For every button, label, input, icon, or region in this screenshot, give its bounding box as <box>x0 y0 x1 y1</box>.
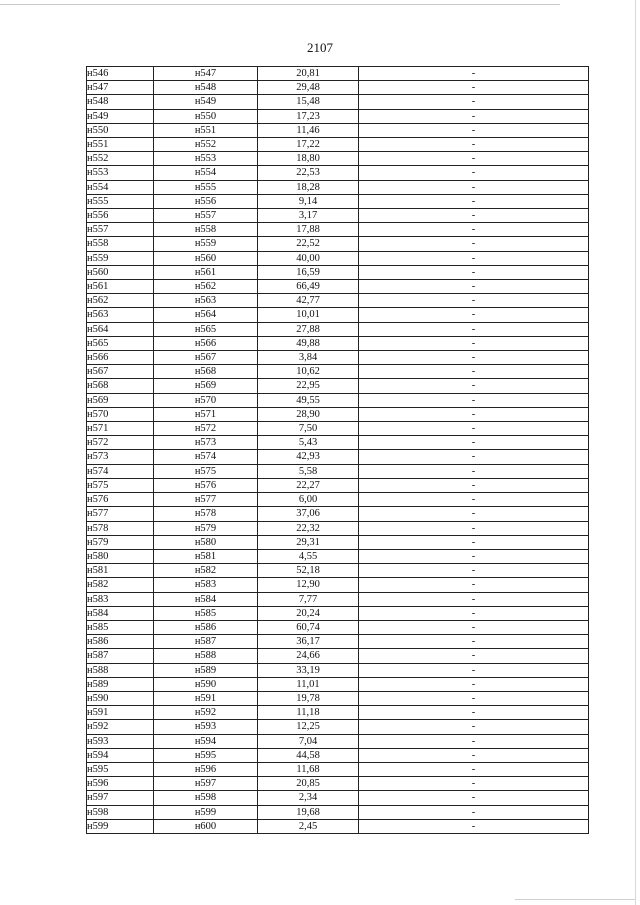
from-point-cell: н585 <box>87 620 154 634</box>
distance-cell: 16,59 <box>258 265 359 279</box>
table-row <box>87 762 589 776</box>
from-point-cell: н554 <box>87 180 154 194</box>
note-cell: - <box>359 649 589 663</box>
table-row <box>87 620 589 634</box>
distance-cell: 49,88 <box>258 336 359 350</box>
note-cell: - <box>359 464 589 478</box>
from-point-cell: н568 <box>87 379 154 393</box>
page-number: 2107 <box>307 40 333 55</box>
table-row <box>87 237 589 251</box>
table-row <box>87 663 589 677</box>
distance-cell: 7,04 <box>258 734 359 748</box>
from-point-cell: н552 <box>87 152 154 166</box>
table-row <box>87 436 589 450</box>
from-point-cell: н565 <box>87 336 154 350</box>
from-point-cell: н549 <box>87 109 154 123</box>
distance-cell: 33,19 <box>258 663 359 677</box>
distance-cell: 66,49 <box>258 280 359 294</box>
distance-cell: 17,23 <box>258 109 359 123</box>
table-body <box>87 67 589 834</box>
from-point-cell: н592 <box>87 720 154 734</box>
from-point-cell: н597 <box>87 791 154 805</box>
distance-cell: 36,17 <box>258 635 359 649</box>
from-point-cell: н563 <box>87 308 154 322</box>
table-row <box>87 777 589 791</box>
to-point-cell: н555 <box>154 180 258 194</box>
table-row <box>87 691 589 705</box>
note-cell: - <box>359 791 589 805</box>
to-point-cell: н581 <box>154 549 258 563</box>
to-point-cell: н591 <box>154 691 258 705</box>
to-point-cell: н550 <box>154 109 258 123</box>
note-cell: - <box>359 166 589 180</box>
note-cell: - <box>359 819 589 833</box>
note-cell: - <box>359 280 589 294</box>
table-row <box>87 351 589 365</box>
note-cell: - <box>359 748 589 762</box>
to-point-cell: н558 <box>154 223 258 237</box>
distance-cell: 6,00 <box>258 493 359 507</box>
to-point-cell: н579 <box>154 521 258 535</box>
from-point-cell: н556 <box>87 209 154 223</box>
note-cell: - <box>359 592 589 606</box>
distance-cell: 11,46 <box>258 123 359 137</box>
note-cell: - <box>359 322 589 336</box>
from-point-cell: н581 <box>87 564 154 578</box>
to-point-cell: н567 <box>154 351 258 365</box>
table-row <box>87 308 589 322</box>
to-point-cell: н556 <box>154 194 258 208</box>
to-point-cell: н551 <box>154 123 258 137</box>
note-cell: - <box>359 436 589 450</box>
to-point-cell: н566 <box>154 336 258 350</box>
from-point-cell: н553 <box>87 166 154 180</box>
from-point-cell: н558 <box>87 237 154 251</box>
distance-cell: 18,28 <box>258 180 359 194</box>
note-cell: - <box>359 180 589 194</box>
table-row <box>87 422 589 436</box>
table-row <box>87 578 589 592</box>
from-point-cell: н598 <box>87 805 154 819</box>
note-cell: - <box>359 535 589 549</box>
note-cell: - <box>359 109 589 123</box>
to-point-cell: н590 <box>154 677 258 691</box>
table-row <box>87 251 589 265</box>
note-cell: - <box>359 691 589 705</box>
note-cell: - <box>359 620 589 634</box>
distance-cell: 18,80 <box>258 152 359 166</box>
distance-cell: 5,58 <box>258 464 359 478</box>
note-cell: - <box>359 294 589 308</box>
note-cell: - <box>359 393 589 407</box>
note-cell: - <box>359 677 589 691</box>
distance-cell: 37,06 <box>258 507 359 521</box>
from-point-cell: н593 <box>87 734 154 748</box>
from-point-cell: н564 <box>87 322 154 336</box>
scan-edge-top <box>0 4 560 5</box>
table-row <box>87 478 589 492</box>
to-point-cell: н548 <box>154 81 258 95</box>
from-point-cell: н574 <box>87 464 154 478</box>
table-row <box>87 677 589 691</box>
distance-cell: 52,18 <box>258 564 359 578</box>
to-point-cell: н565 <box>154 322 258 336</box>
note-cell: - <box>359 138 589 152</box>
to-point-cell: н585 <box>154 606 258 620</box>
distance-cell: 11,68 <box>258 762 359 776</box>
to-point-cell: н552 <box>154 138 258 152</box>
table-row <box>87 223 589 237</box>
table-row <box>87 180 589 194</box>
to-point-cell: н588 <box>154 649 258 663</box>
to-point-cell: н597 <box>154 777 258 791</box>
to-point-cell: н576 <box>154 478 258 492</box>
table-row <box>87 549 589 563</box>
to-point-cell: н594 <box>154 734 258 748</box>
to-point-cell: н549 <box>154 95 258 109</box>
distance-cell: 11,18 <box>258 706 359 720</box>
table-row <box>87 649 589 663</box>
to-point-cell: н571 <box>154 407 258 421</box>
table-row <box>87 734 589 748</box>
from-point-cell: н596 <box>87 777 154 791</box>
note-cell: - <box>359 194 589 208</box>
distance-cell: 2,34 <box>258 791 359 805</box>
to-point-cell: н593 <box>154 720 258 734</box>
note-cell: - <box>359 706 589 720</box>
from-point-cell: н551 <box>87 138 154 152</box>
distance-cell: 42,77 <box>258 294 359 308</box>
table-row <box>87 336 589 350</box>
from-point-cell: н572 <box>87 436 154 450</box>
note-cell: - <box>359 606 589 620</box>
distance-cell: 60,74 <box>258 620 359 634</box>
table-row <box>87 123 589 137</box>
to-point-cell: н564 <box>154 308 258 322</box>
from-point-cell: н560 <box>87 265 154 279</box>
note-cell: - <box>359 351 589 365</box>
from-point-cell: н588 <box>87 663 154 677</box>
from-point-cell: н589 <box>87 677 154 691</box>
from-point-cell: н582 <box>87 578 154 592</box>
table-row <box>87 805 589 819</box>
to-point-cell: н575 <box>154 464 258 478</box>
from-point-cell: н548 <box>87 95 154 109</box>
from-point-cell: н584 <box>87 606 154 620</box>
from-point-cell: н573 <box>87 450 154 464</box>
distance-cell: 7,77 <box>258 592 359 606</box>
note-cell: - <box>359 209 589 223</box>
to-point-cell: н596 <box>154 762 258 776</box>
distance-cell: 22,52 <box>258 237 359 251</box>
note-cell: - <box>359 407 589 421</box>
note-cell: - <box>359 663 589 677</box>
distance-cell: 12,25 <box>258 720 359 734</box>
distance-cell: 44,58 <box>258 748 359 762</box>
note-cell: - <box>359 493 589 507</box>
from-point-cell: н594 <box>87 748 154 762</box>
to-point-cell: н598 <box>154 791 258 805</box>
distance-cell: 3,84 <box>258 351 359 365</box>
table-row <box>87 464 589 478</box>
from-point-cell: н580 <box>87 549 154 563</box>
to-point-cell: н570 <box>154 393 258 407</box>
to-point-cell: н572 <box>154 422 258 436</box>
note-cell: - <box>359 777 589 791</box>
table-row <box>87 748 589 762</box>
distance-cell: 20,24 <box>258 606 359 620</box>
to-point-cell: н574 <box>154 450 258 464</box>
scan-edge-right <box>635 0 636 905</box>
table-row <box>87 493 589 507</box>
from-point-cell: н555 <box>87 194 154 208</box>
to-point-cell: н584 <box>154 592 258 606</box>
distance-cell: 9,14 <box>258 194 359 208</box>
table-row <box>87 819 589 833</box>
note-cell: - <box>359 152 589 166</box>
note-cell: - <box>359 223 589 237</box>
from-point-cell: н576 <box>87 493 154 507</box>
from-point-cell: н577 <box>87 507 154 521</box>
to-point-cell: н586 <box>154 620 258 634</box>
distance-cell: 19,78 <box>258 691 359 705</box>
to-point-cell: н600 <box>154 819 258 833</box>
to-point-cell: н563 <box>154 294 258 308</box>
table-row <box>87 791 589 805</box>
distance-cell: 11,01 <box>258 677 359 691</box>
note-cell: - <box>359 123 589 137</box>
note-cell: - <box>359 478 589 492</box>
from-point-cell: н559 <box>87 251 154 265</box>
to-point-cell: н562 <box>154 280 258 294</box>
table-row <box>87 720 589 734</box>
from-point-cell: н579 <box>87 535 154 549</box>
note-cell: - <box>359 549 589 563</box>
table-row <box>87 393 589 407</box>
from-point-cell: н599 <box>87 819 154 833</box>
distance-cell: 40,00 <box>258 251 359 265</box>
note-cell: - <box>359 308 589 322</box>
from-point-cell: н562 <box>87 294 154 308</box>
from-point-cell: н587 <box>87 649 154 663</box>
to-point-cell: н553 <box>154 152 258 166</box>
table-row <box>87 294 589 308</box>
table-row <box>87 322 589 336</box>
from-point-cell: н591 <box>87 706 154 720</box>
to-point-cell: н599 <box>154 805 258 819</box>
table-row <box>87 209 589 223</box>
distance-cell: 10,01 <box>258 308 359 322</box>
distance-cell: 42,93 <box>258 450 359 464</box>
to-point-cell: н577 <box>154 493 258 507</box>
note-cell: - <box>359 578 589 592</box>
note-cell: - <box>359 237 589 251</box>
from-point-cell: н595 <box>87 762 154 776</box>
table-row <box>87 592 589 606</box>
table-row <box>87 166 589 180</box>
distance-cell: 15,48 <box>258 95 359 109</box>
from-point-cell: н570 <box>87 407 154 421</box>
note-cell: - <box>359 265 589 279</box>
table-row <box>87 507 589 521</box>
table-row <box>87 564 589 578</box>
distance-cell: 5,43 <box>258 436 359 450</box>
from-point-cell: н578 <box>87 521 154 535</box>
table-row <box>87 280 589 294</box>
table-row <box>87 81 589 95</box>
note-cell: - <box>359 450 589 464</box>
distance-cell: 2,45 <box>258 819 359 833</box>
note-cell: - <box>359 422 589 436</box>
distance-cell: 29,48 <box>258 81 359 95</box>
distance-cell: 29,31 <box>258 535 359 549</box>
table-row <box>87 606 589 620</box>
to-point-cell: н580 <box>154 535 258 549</box>
note-cell: - <box>359 95 589 109</box>
distance-cell: 20,81 <box>258 67 359 81</box>
distance-cell: 3,17 <box>258 209 359 223</box>
to-point-cell: н569 <box>154 379 258 393</box>
table-row <box>87 265 589 279</box>
distance-cell: 12,90 <box>258 578 359 592</box>
table-row <box>87 194 589 208</box>
table-row <box>87 706 589 720</box>
note-cell: - <box>359 379 589 393</box>
from-point-cell: н569 <box>87 393 154 407</box>
distance-cell: 22,95 <box>258 379 359 393</box>
note-cell: - <box>359 635 589 649</box>
table-row <box>87 109 589 123</box>
distance-cell: 49,55 <box>258 393 359 407</box>
from-point-cell: н546 <box>87 67 154 81</box>
to-point-cell: н583 <box>154 578 258 592</box>
note-cell: - <box>359 81 589 95</box>
boundary-points-table <box>86 66 589 834</box>
distance-cell: 7,50 <box>258 422 359 436</box>
from-point-cell: н575 <box>87 478 154 492</box>
to-point-cell: н589 <box>154 663 258 677</box>
to-point-cell: н554 <box>154 166 258 180</box>
scan-edge-bottom <box>515 899 635 900</box>
distance-cell: 17,22 <box>258 138 359 152</box>
table-row <box>87 138 589 152</box>
distance-cell: 4,55 <box>258 549 359 563</box>
from-point-cell: н567 <box>87 365 154 379</box>
table-row <box>87 67 589 81</box>
note-cell: - <box>359 67 589 81</box>
from-point-cell: н571 <box>87 422 154 436</box>
distance-cell: 10,62 <box>258 365 359 379</box>
table-row <box>87 152 589 166</box>
distance-cell: 24,66 <box>258 649 359 663</box>
table-row <box>87 521 589 535</box>
to-point-cell: н587 <box>154 635 258 649</box>
distance-cell: 28,90 <box>258 407 359 421</box>
to-point-cell: н561 <box>154 265 258 279</box>
from-point-cell: н583 <box>87 592 154 606</box>
to-point-cell: н582 <box>154 564 258 578</box>
from-point-cell: н550 <box>87 123 154 137</box>
note-cell: - <box>359 507 589 521</box>
note-cell: - <box>359 251 589 265</box>
from-point-cell: н557 <box>87 223 154 237</box>
to-point-cell: н560 <box>154 251 258 265</box>
table-row <box>87 407 589 421</box>
distance-cell: 17,88 <box>258 223 359 237</box>
note-cell: - <box>359 762 589 776</box>
distance-cell: 22,53 <box>258 166 359 180</box>
note-cell: - <box>359 365 589 379</box>
distance-cell: 22,32 <box>258 521 359 535</box>
from-point-cell: н561 <box>87 280 154 294</box>
distance-cell: 27,88 <box>258 322 359 336</box>
distance-cell: 22,27 <box>258 478 359 492</box>
to-point-cell: н573 <box>154 436 258 450</box>
to-point-cell: н547 <box>154 67 258 81</box>
note-cell: - <box>359 734 589 748</box>
distance-cell: 20,85 <box>258 777 359 791</box>
distance-cell: 19,68 <box>258 805 359 819</box>
from-point-cell: н586 <box>87 635 154 649</box>
to-point-cell: н559 <box>154 237 258 251</box>
to-point-cell: н568 <box>154 365 258 379</box>
note-cell: - <box>359 720 589 734</box>
note-cell: - <box>359 564 589 578</box>
note-cell: - <box>359 521 589 535</box>
table-row <box>87 379 589 393</box>
table-row <box>87 95 589 109</box>
from-point-cell: н590 <box>87 691 154 705</box>
table-row <box>87 535 589 549</box>
to-point-cell: н595 <box>154 748 258 762</box>
table-row <box>87 365 589 379</box>
from-point-cell: н547 <box>87 81 154 95</box>
table-row <box>87 635 589 649</box>
to-point-cell: н557 <box>154 209 258 223</box>
note-cell: - <box>359 805 589 819</box>
from-point-cell: н566 <box>87 351 154 365</box>
to-point-cell: н592 <box>154 706 258 720</box>
note-cell: - <box>359 336 589 350</box>
to-point-cell: н578 <box>154 507 258 521</box>
table-row <box>87 450 589 464</box>
